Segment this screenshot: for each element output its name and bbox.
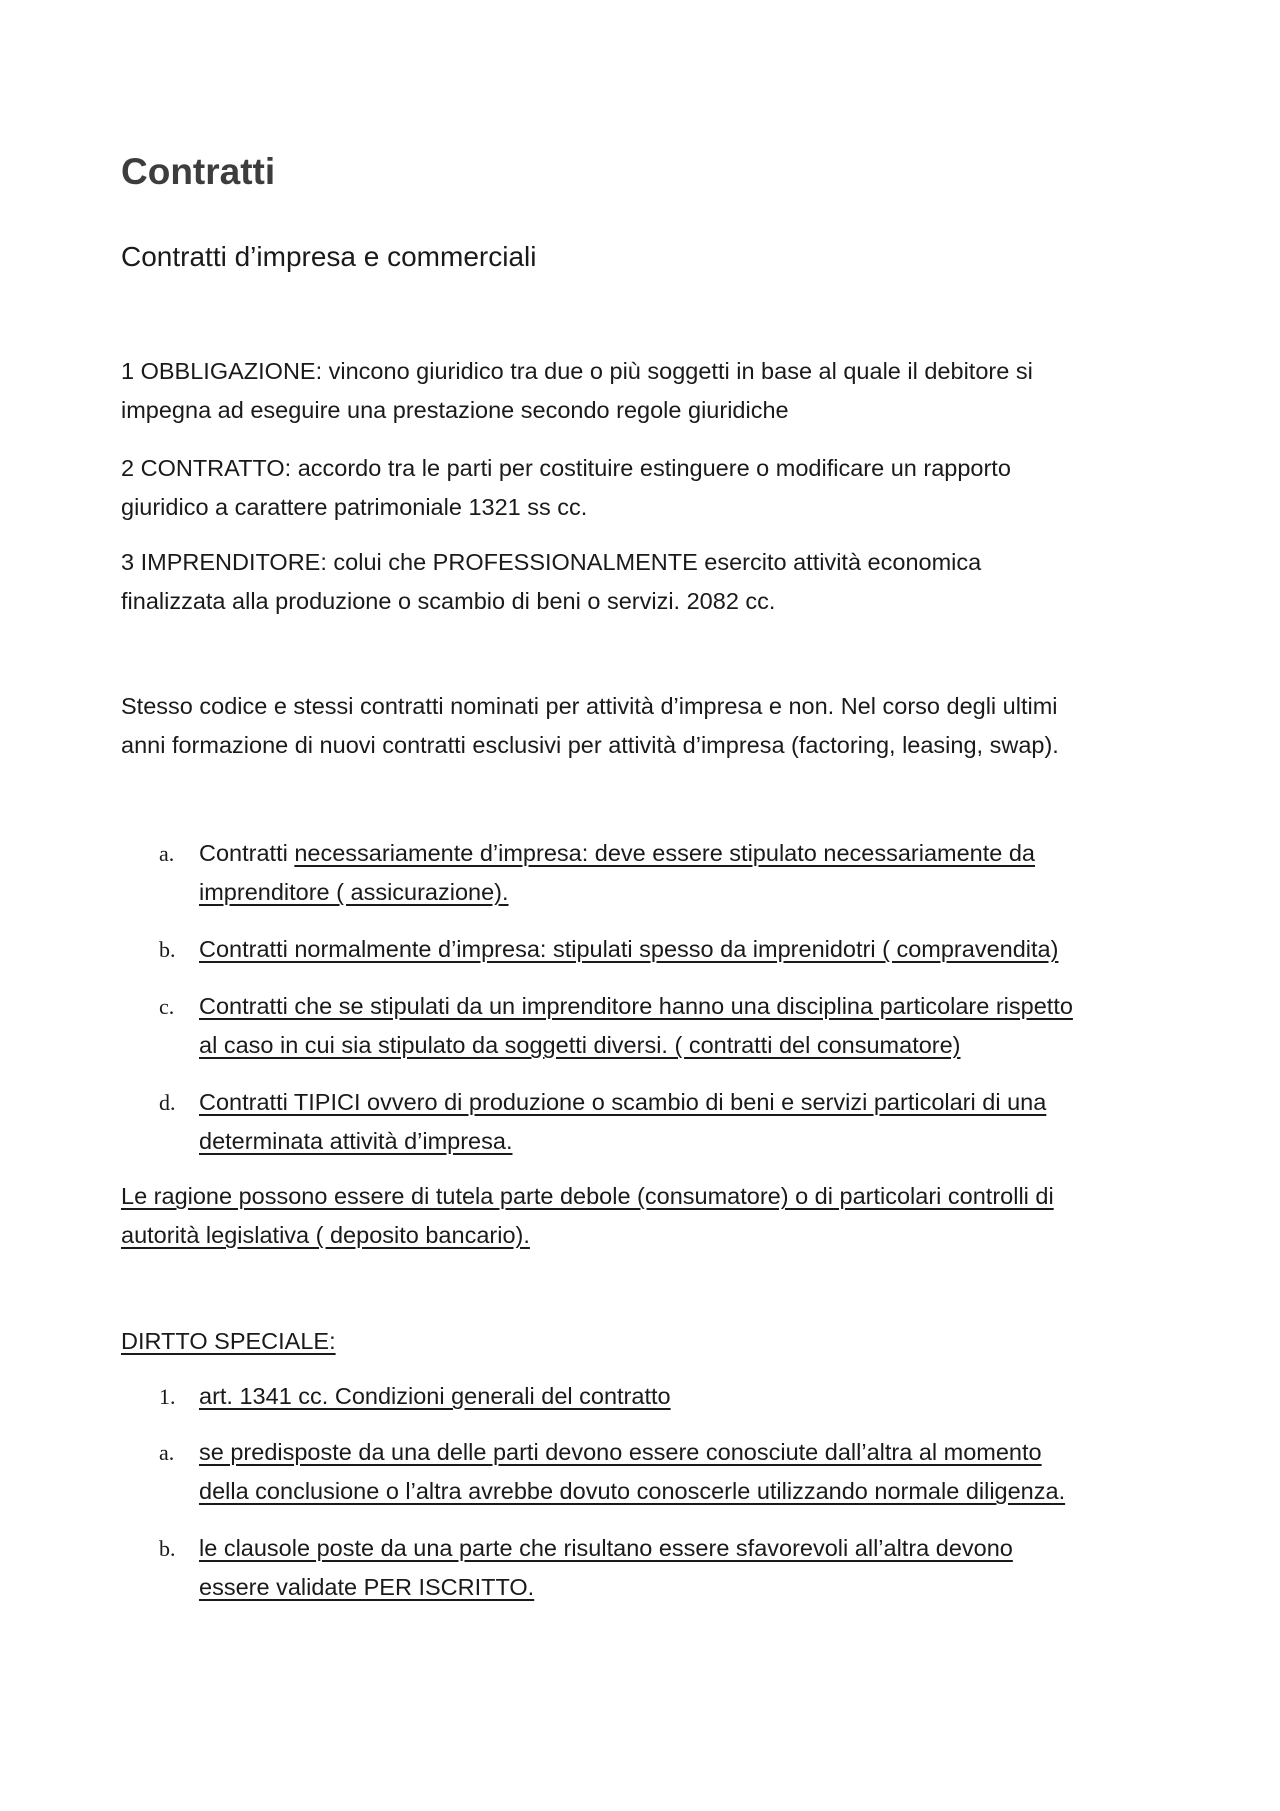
- underlined-text: se predisposte da una delle parti devono essere conosciute dall’altra al momento: [199, 1439, 1042, 1465]
- list-item-text: [199, 1083, 1199, 1161]
- intro-line: Stesso codice e stessi contratti nominati per attività d’impresa e non. Nel corso degli ultimi: [121, 693, 1058, 719]
- list-item-text: [199, 834, 1199, 912]
- list-item-text: [199, 1529, 1199, 1607]
- definition-obbligazione: [121, 352, 1181, 430]
- definition-contratto: [121, 449, 1181, 527]
- list-item-text: [199, 987, 1199, 1065]
- section-heading-text: DIRTTO SPECIALE:: [121, 1328, 336, 1354]
- list-item-text: [199, 1433, 1199, 1511]
- list-item-text: [199, 1377, 1199, 1416]
- page-subtitle: Contratti d’impresa e commerciali: [121, 241, 537, 272]
- list-marker: b.: [159, 1536, 176, 1561]
- plain-text: Contratti: [199, 840, 295, 866]
- underlined-text: autorità legislativa ( deposito bancario).: [121, 1222, 530, 1248]
- section-heading: [121, 1322, 1181, 1361]
- underlined-text: Contratti che se stipulati da un imprenditore hanno una disciplina particolare rispetto: [199, 993, 1073, 1019]
- list-marker: a.: [159, 841, 175, 866]
- definition-line: finalizzata alla produzione o scambio di beni o servizi. 2082 cc.: [121, 588, 776, 614]
- underlined-text: essere validate PER ISCRITTO.: [199, 1574, 535, 1600]
- definition-line: 1 OBBLIGAZIONE: vincono giuridico tra due o più soggetti in base al quale il debitore si: [121, 358, 1033, 384]
- underlined-text: le clausole poste da una parte che risultano essere sfavorevoli all’altra devono: [199, 1535, 1013, 1561]
- underlined-text: Le ragione possono essere di tutela parte debole (consumatore) o di particolari controlli di: [121, 1183, 1054, 1209]
- definition-line: 2 CONTRATTO: accordo tra le parti per costituire estinguere o modificare un rapporto: [121, 455, 1011, 481]
- underlined-text: al caso in cui sia stipulato da soggetti diversi. ( contratti del consumatore): [199, 1032, 961, 1058]
- definition-line: giuridico a carattere patrimoniale 1321 ss cc.: [121, 494, 588, 520]
- list-marker: c.: [159, 994, 175, 1019]
- underlined-text: Contratti normalmente d’impresa: stipulati spesso da imprenidotri ( compravendita): [199, 936, 1059, 962]
- list-marker: 1.: [159, 1384, 176, 1409]
- intro-line: anni formazione di nuovi contratti esclusivi per attività d’impresa (factoring, leasing, swap).: [121, 732, 1059, 758]
- list-marker: d.: [159, 1090, 176, 1115]
- underlined-text: imprenditore ( assicurazione).: [199, 879, 509, 905]
- underlined-text: art. 1341 cc. Condizioni generali del contratto: [199, 1383, 671, 1409]
- definition-line: 3 IMPRENDITORE: colui che PROFESSIONALMENTE esercito attività economica: [121, 549, 982, 575]
- definition-imprenditore: [121, 543, 1181, 621]
- list-item-text: [199, 930, 1199, 969]
- underlined-text: Contratti TIPICI ovvero di produzione o scambio di beni e servizi particolari di una: [199, 1089, 1047, 1115]
- definition-line: impegna ad eseguire una prestazione secondo regole giuridiche: [121, 397, 789, 423]
- underlined-text: della conclusione o l’altra avrebbe dovuto conoscerle utilizzando normale diligenza.: [199, 1478, 1066, 1504]
- list-marker: b.: [159, 937, 176, 962]
- intro-paragraph: [121, 687, 1181, 765]
- list-marker: a.: [159, 1440, 175, 1465]
- reasons-paragraph: [121, 1177, 1181, 1255]
- page-title: Contratti: [121, 151, 276, 192]
- underlined-text: determinata attività d’impresa.: [199, 1128, 513, 1154]
- underlined-text: necessariamente d’impresa: deve essere stipulato necessariamente da: [294, 840, 1035, 866]
